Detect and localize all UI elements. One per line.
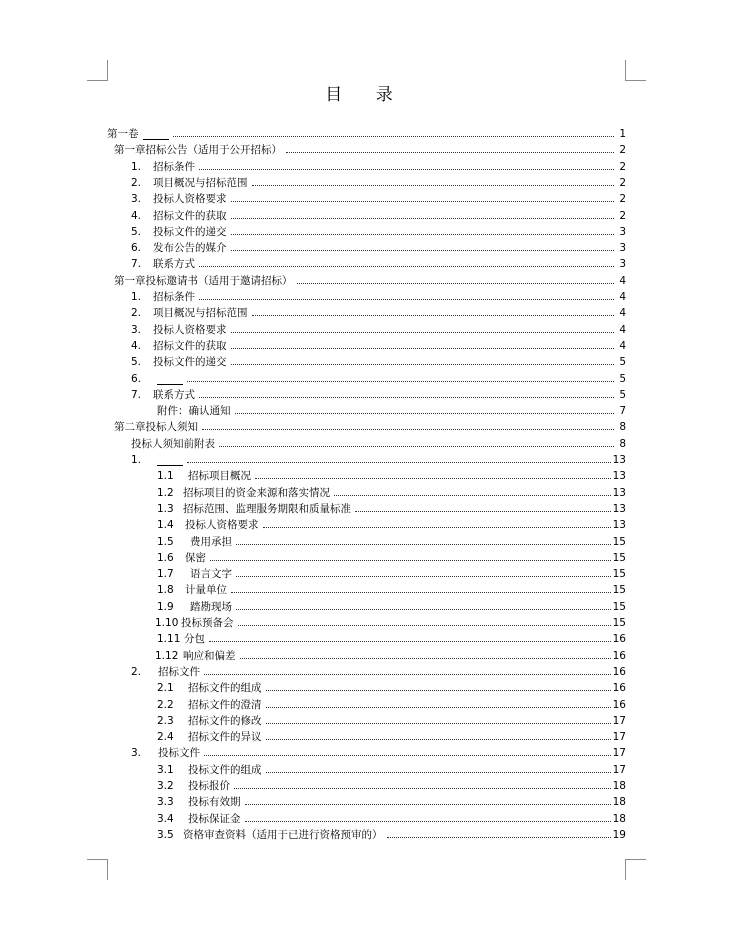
toc-entry[interactable]	[157, 564, 626, 580]
toc-entry-title: 招标项目的资金来源和落实情况	[183, 486, 330, 499]
toc-entry[interactable]	[157, 401, 626, 417]
toc-entry-title: 招标文件的获取	[153, 339, 227, 352]
toc-page-number: 13	[612, 486, 626, 499]
toc-entry-title: 招标文件	[158, 665, 200, 678]
toc-dot-leader	[252, 185, 615, 186]
toc-entry-number: 2.	[131, 665, 142, 678]
toc-entry-number: 2.3	[157, 714, 174, 727]
toc-entry[interactable]	[157, 825, 626, 841]
toc-entry-number: 1.2	[157, 486, 174, 499]
toc-page-number: 15	[612, 535, 626, 548]
toc-entry-title: 计量单位	[185, 584, 227, 597]
toc-entry[interactable]	[157, 792, 626, 808]
toc-entry[interactable]	[131, 336, 626, 352]
toc-entry[interactable]	[114, 417, 626, 433]
toc-entry[interactable]	[131, 662, 626, 678]
toc-dot-leader	[263, 527, 611, 528]
toc-page-number: 16	[612, 665, 626, 678]
toc-page-number: 3	[619, 258, 626, 271]
toc-entry[interactable]	[155, 613, 626, 629]
toc-entry[interactable]	[157, 548, 626, 564]
toc-page-number: 18	[612, 796, 626, 809]
toc-entry-title: 招标文件的组成	[188, 682, 262, 695]
toc-page-number: 1	[619, 128, 626, 140]
toc-entry-number: 3.	[131, 747, 142, 760]
toc-blank-underline	[157, 455, 183, 466]
toc-entry-number: 7.	[131, 388, 142, 401]
toc-entry[interactable]	[131, 352, 626, 368]
toc-dot-leader	[209, 641, 611, 642]
toc-entry-title: 招标文件的异议	[188, 731, 262, 744]
toc-page-number: 4	[619, 323, 626, 336]
toc-page-number: 8	[619, 421, 626, 434]
toc-page-number: 17	[612, 747, 626, 760]
corner-mark-top-left	[87, 60, 108, 81]
toc-entry[interactable]	[157, 678, 626, 694]
toc-page-number: 4	[619, 274, 626, 287]
toc-entry-number: 3.1	[157, 763, 174, 776]
toc-dot-leader	[236, 609, 611, 610]
toc-dot-leader	[236, 544, 611, 545]
toc-page-number: 16	[612, 649, 626, 662]
toc-entry-title: 项目概况与招标范围	[153, 176, 248, 189]
toc-entry-number: 1.4	[157, 519, 174, 532]
toc-dot-leader	[355, 511, 611, 512]
toc-entry[interactable]	[131, 450, 626, 466]
toc-page-number: 18	[612, 812, 626, 825]
toc-dot-leader	[236, 576, 611, 577]
toc-page-number: 3	[619, 225, 626, 238]
toc-entry-title: 投标文件的递交	[153, 356, 227, 369]
toc-entry-title: 联系方式	[153, 258, 195, 271]
toc-entry[interactable]	[157, 483, 626, 499]
toc-entry[interactable]	[157, 760, 626, 776]
toc-page-number: 2	[619, 176, 626, 189]
toc-entry-title: 发布公告的媒介	[153, 242, 227, 255]
toc-entry[interactable]	[107, 124, 626, 140]
toc-entry-title: 踏勘现场	[190, 600, 232, 613]
toc-page-number: 3	[619, 242, 626, 255]
toc-entry[interactable]	[131, 206, 626, 222]
toc-entry-number: 1.10	[155, 617, 179, 629]
toc-entry[interactable]	[131, 385, 626, 401]
toc-entry-number: 2.1	[157, 682, 174, 695]
toc-blank-underline	[143, 129, 169, 140]
toc-page-number: 19	[612, 828, 626, 841]
toc-dot-leader	[255, 478, 611, 479]
toc-page-number: 17	[612, 763, 626, 776]
toc-dot-leader	[245, 804, 611, 805]
toc-entry-number: 1.	[131, 160, 142, 173]
toc-entry-title: 招标文件的澄清	[188, 698, 262, 711]
toc-dot-leader	[387, 837, 611, 838]
toc-dot-leader	[252, 315, 615, 316]
toc-dot-leader	[219, 446, 614, 447]
toc-entry-number: 1.	[131, 291, 142, 303]
toc-entry-number: 1.	[131, 454, 142, 466]
toc-entry[interactable]	[131, 173, 626, 189]
toc-entry[interactable]	[157, 580, 626, 596]
toc-entry-title: 项目概况与招标范围	[153, 307, 248, 320]
toc-page-number: 13	[612, 502, 626, 515]
toc-dot-leader	[266, 739, 611, 740]
toc-entry-title: 投标文件	[158, 747, 200, 760]
toc-entry-title: 招标条件	[153, 291, 195, 303]
toc-entry[interactable]	[131, 743, 626, 759]
toc-entry-title: 招标文件的获取	[153, 209, 227, 222]
toc-entry[interactable]	[131, 189, 626, 205]
toc-entry-number: 1.5	[157, 535, 174, 548]
toc-dot-leader	[334, 495, 611, 496]
toc-page-number: 2	[619, 144, 626, 157]
toc-page-number: 5	[619, 372, 626, 385]
toc-dot-leader	[199, 266, 614, 267]
toc-entry[interactable]	[131, 434, 626, 450]
toc-entry-number: 3.	[131, 193, 142, 206]
toc-page-number: 4	[619, 291, 626, 303]
toc-entry[interactable]	[155, 646, 626, 662]
toc-entry[interactable]	[157, 711, 626, 727]
toc-entry-title: 招标文件的修改	[188, 714, 262, 727]
toc-page-number: 5	[619, 388, 626, 401]
toc-entry-title: 第一章招标公告（适用于公开招标）	[114, 144, 282, 157]
toc-dot-leader	[266, 723, 611, 724]
toc-entry-title: 分包	[184, 633, 205, 646]
toc-entry-number: 1.6	[157, 551, 174, 564]
toc-dot-leader	[231, 250, 615, 251]
toc-entry-title: 第一卷	[107, 128, 139, 140]
toc-entry-number: 6.	[131, 242, 142, 255]
toc-entry[interactable]	[157, 597, 626, 613]
toc-dot-leader	[199, 299, 614, 300]
toc-dot-leader	[199, 169, 614, 170]
toc-entry-number: 1.1	[157, 470, 174, 483]
toc-page-number: 2	[619, 160, 626, 173]
toc-page-number: 7	[619, 405, 626, 418]
toc-page-number: 16	[612, 633, 626, 646]
toc-entry-number: 1.12	[155, 649, 179, 662]
toc-dot-leader	[231, 332, 615, 333]
toc-page-number: 4	[619, 307, 626, 320]
toc-entry[interactable]	[131, 303, 626, 319]
toc-dot-leader	[235, 413, 615, 414]
toc-page-number: 2	[619, 209, 626, 222]
toc-dot-leader	[266, 707, 611, 708]
toc-dot-leader	[266, 690, 611, 691]
toc-dot-leader	[204, 755, 611, 756]
toc-page-number: 13	[612, 454, 626, 466]
toc-page-number: 4	[619, 339, 626, 352]
toc-entry[interactable]	[157, 727, 626, 743]
toc-dot-leader	[173, 136, 615, 137]
toc-entry-number: 1.11	[157, 633, 181, 646]
toc-dot-leader	[231, 218, 615, 219]
toc-page-number: 15	[612, 584, 626, 597]
toc-entry-title: 投标人资格要求	[153, 323, 227, 336]
toc-entry-number: 1.9	[157, 600, 174, 613]
toc-entry[interactable]	[114, 140, 626, 156]
toc-page-number: 17	[612, 731, 626, 744]
toc-dot-leader	[286, 152, 614, 153]
toc-dot-leader	[199, 397, 614, 398]
toc-entry-number: 2.2	[157, 698, 174, 711]
toc-entry-title: 联系方式	[153, 388, 195, 401]
toc-dot-leader	[240, 658, 611, 659]
toc-blank-underline	[157, 374, 183, 385]
toc-entry-title: 投标人资格要求	[185, 519, 259, 532]
toc-entry-title: 投标文件的组成	[188, 763, 262, 776]
toc-dot-leader	[187, 381, 614, 382]
toc-entry[interactable]	[157, 695, 626, 711]
toc-entry[interactable]	[131, 254, 626, 270]
toc-entry[interactable]	[131, 222, 626, 238]
corner-mark-top-right	[625, 60, 646, 81]
toc-dot-leader	[202, 429, 614, 430]
toc-entry[interactable]	[157, 515, 626, 531]
corner-mark-bottom-right	[625, 859, 646, 880]
toc-entry-title: 响应和偏差	[183, 649, 236, 662]
toc-dot-leader	[297, 283, 615, 284]
toc-dot-leader	[266, 772, 611, 773]
toc-entry-title: 保密	[185, 551, 206, 564]
toc-entry-number: 6.	[131, 372, 142, 385]
toc-entry-number: 2.	[131, 307, 142, 320]
toc-entry-title: 招标项目概况	[188, 470, 251, 483]
toc-entry-title: 第二章投标人须知	[114, 421, 198, 434]
toc-entry[interactable]	[131, 287, 626, 303]
toc-entry-title: 资格审查资料（适用于已进行资格预审的）	[183, 828, 383, 841]
toc-entry[interactable]	[157, 809, 626, 825]
toc-entry[interactable]	[131, 157, 626, 173]
corner-mark-bottom-left	[87, 859, 108, 880]
toc-entry[interactable]	[131, 320, 626, 336]
toc-entry-number: 4.	[131, 339, 142, 352]
toc-entry[interactable]	[157, 776, 626, 792]
toc-page-number: 16	[612, 682, 626, 695]
toc-entry-title: 附件：确认通知	[157, 405, 231, 418]
toc-entry-number: 1.7	[157, 568, 174, 581]
toc-entry-title: 第一章投标邀请书（适用于邀请招标）	[114, 274, 293, 287]
toc-entry-title: 语言文字	[190, 568, 232, 581]
toc-entry[interactable]	[157, 532, 626, 548]
toc-entry-number: 3.	[131, 323, 142, 336]
toc-entry-number: 2.4	[157, 731, 174, 744]
toc-entry-title: 投标有效期	[188, 796, 241, 809]
toc-dot-leader	[231, 348, 615, 349]
toc-dot-leader	[210, 560, 611, 561]
toc-page-number: 18	[612, 780, 626, 792]
toc-entry-number: 3.3	[157, 796, 174, 809]
toc-entry-title: 投标预备会	[181, 617, 234, 629]
toc-entry-number: 1.3	[157, 502, 174, 515]
toc-entry-title: 招标范围、监理服务期限和质量标准	[183, 502, 351, 515]
toc-page-number: 2	[619, 193, 626, 206]
toc-dot-leader	[238, 625, 611, 626]
page-title: 目 录	[325, 85, 407, 105]
toc-entry-title: 投标保证金	[188, 812, 241, 825]
toc-page-number: 13	[612, 470, 626, 483]
toc-entry-number: 2.	[131, 176, 142, 189]
toc-dot-leader	[204, 674, 611, 675]
toc-entry[interactable]	[114, 271, 626, 287]
toc-entry-number: 5.	[131, 356, 142, 369]
toc-dot-leader	[231, 201, 615, 202]
toc-entry-title: 投标报价	[188, 780, 230, 792]
toc-page-number: 5	[619, 356, 626, 369]
toc-entry-title: 投标文件的递交	[153, 225, 227, 238]
toc-page-number: 15	[612, 568, 626, 581]
toc-entry-number: 1.8	[157, 584, 174, 597]
toc-dot-leader	[231, 364, 615, 365]
toc-page-number: 13	[612, 519, 626, 532]
toc-entry[interactable]	[157, 629, 626, 645]
toc-entry-number: 3.2	[157, 780, 174, 792]
toc-dot-leader	[187, 462, 611, 463]
toc-dot-leader	[234, 788, 611, 789]
toc-entry-number: 3.5	[157, 828, 174, 841]
toc-page-number: 15	[612, 617, 626, 629]
toc-page-number: 17	[612, 714, 626, 727]
toc-entry-number: 3.4	[157, 812, 174, 825]
toc-dot-leader	[245, 821, 611, 822]
toc-entry[interactable]	[131, 238, 626, 254]
toc-entry-title: 投标人须知前附表	[131, 437, 215, 450]
toc-page-number: 15	[612, 600, 626, 613]
toc-dot-leader	[231, 592, 611, 593]
toc-entry-title: 费用承担	[190, 535, 232, 548]
toc-entry-number: 7.	[131, 258, 142, 271]
toc-entry-title: 投标人资格要求	[153, 193, 227, 206]
toc-entry-number: 5.	[131, 225, 142, 238]
toc-dot-leader	[231, 234, 615, 235]
toc-entry-title: 招标条件	[153, 160, 195, 173]
toc-entry[interactable]	[131, 369, 626, 385]
toc-entry[interactable]	[157, 466, 626, 482]
toc-entry-number: 4.	[131, 209, 142, 222]
toc-page-number: 8	[619, 437, 626, 450]
toc-page-number: 16	[612, 698, 626, 711]
toc-entry[interactable]	[157, 499, 626, 515]
toc-page-number: 15	[612, 551, 626, 564]
